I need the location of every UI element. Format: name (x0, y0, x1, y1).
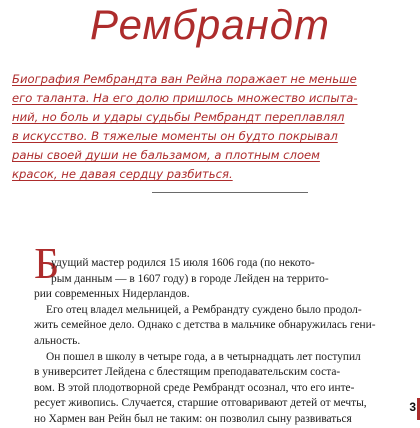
intro-line: в искусство. В тяжелые моменты он будто покрывал (12, 129, 338, 143)
page-number: 3 (409, 400, 416, 414)
body-paragraph (34, 303, 374, 350)
intro-paragraph (12, 70, 398, 184)
intro-line: красок, не давая сердцу разбиться. (12, 167, 233, 181)
body-line: Его отец владел мельницей, а Рембрандту суждено было продол- (46, 303, 362, 316)
intro-line: ний, но боль и удары судьбы Рембрандт переплавлял (12, 110, 345, 124)
page-title: Рембрандт (90, 1, 330, 48)
body-line: ресует живопись. Случается, старшие отговаривают детей от мечты, (34, 397, 367, 410)
body-line: альность. (34, 334, 81, 347)
body-text (34, 256, 374, 428)
body-line: в университет Лейдена с блестящим преподавательским соста- (34, 366, 341, 379)
body-paragraph (34, 350, 374, 428)
body-paragraph (34, 256, 374, 303)
body-line: Он пошел в школу в четыре года, а в четырнадцать лет поступил (46, 350, 361, 363)
body-line: вом. В этой плодотворной среде Рембрандт осознал, что его инте- (34, 381, 355, 394)
section-divider (152, 192, 308, 193)
drop-cap: Б (34, 239, 60, 288)
body-line: рии современных Нидерландов. (34, 288, 190, 301)
body-line: жить семейное дело. Однако с детства в мальчике обнаружилась гени- (34, 319, 376, 332)
intro-line: его таланта. На его долю пришлось множество испыта- (12, 91, 358, 105)
intro-line: Биография Рембрандта ван Рейна поражает не меньше (12, 72, 357, 86)
body-line: удущий мастер родился 15 июля 1606 года (по некото- (51, 257, 315, 269)
intro-line: раны своей души не бальзамом, а плотным слоем (12, 148, 320, 162)
body-line: рым данным — в 1607 году) в городе Лейден на террито- (51, 272, 329, 285)
body-line: но Хармен ван Рейн был не таким: он позволил сыну развиваться (34, 412, 352, 425)
